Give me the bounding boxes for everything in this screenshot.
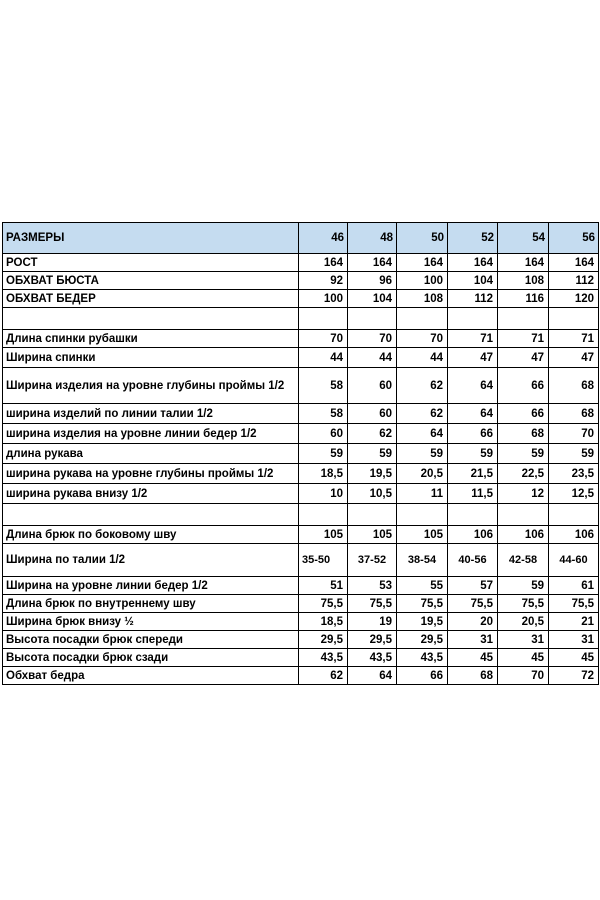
cell-value: 61 (549, 577, 599, 595)
table-row (3, 595, 599, 613)
spacer-row (3, 504, 599, 526)
cell-value: 38-54 (397, 544, 448, 577)
cell-value: 58 (299, 368, 348, 404)
table-row (3, 424, 599, 444)
cell-value: 164 (549, 254, 599, 272)
table-row (3, 526, 599, 544)
empty-cell (397, 504, 448, 526)
empty-cell (498, 504, 549, 526)
cell-value: 62 (299, 667, 348, 685)
cell-value: 68 (549, 368, 599, 404)
size-chart-table (2, 222, 599, 685)
cell-value: 120 (549, 290, 599, 308)
cell-value: 66 (498, 368, 549, 404)
cell-value: 72 (549, 667, 599, 685)
empty-cell (397, 308, 448, 330)
cell-value: 62 (397, 404, 448, 424)
empty-cell (3, 504, 299, 526)
row-label: ОБХВАТ БЮСТА (3, 272, 299, 290)
empty-cell (549, 308, 599, 330)
cell-value: 104 (448, 272, 498, 290)
row-label: ширина рукава внизу 1/2 (3, 484, 299, 504)
cell-value: 75,5 (299, 595, 348, 613)
row-label: Длина спинки рубашки (3, 330, 299, 348)
cell-value: 75,5 (397, 595, 448, 613)
cell-value: 70 (498, 667, 549, 685)
empty-cell (448, 308, 498, 330)
row-label: ширина рукава на уровне глубины проймы 1/2 (3, 464, 299, 484)
cell-value: 75,5 (448, 595, 498, 613)
cell-value: 106 (448, 526, 498, 544)
cell-value: 57 (448, 577, 498, 595)
empty-cell (299, 308, 348, 330)
cell-value: 62 (397, 368, 448, 404)
cell-value: 59 (498, 444, 549, 464)
cell-value: 44 (299, 348, 348, 368)
cell-value: 60 (348, 404, 397, 424)
row-label: Высота посадки брюк спереди (3, 631, 299, 649)
empty-cell (448, 504, 498, 526)
size-46-header: 46 (299, 223, 348, 254)
cell-value: 31 (498, 631, 549, 649)
cell-value: 29,5 (299, 631, 348, 649)
cell-value: 105 (299, 526, 348, 544)
cell-value: 60 (348, 368, 397, 404)
row-label: ширина изделий по линии талии 1/2 (3, 404, 299, 424)
empty-cell (348, 504, 397, 526)
table-row (3, 330, 599, 348)
cell-value: 105 (348, 526, 397, 544)
size-48-header: 48 (348, 223, 397, 254)
cell-value: 164 (299, 254, 348, 272)
empty-cell (549, 504, 599, 526)
cell-value: 43,5 (397, 649, 448, 667)
cell-value: 104 (348, 290, 397, 308)
cell-value: 66 (498, 404, 549, 424)
table-row (3, 464, 599, 484)
cell-value: 58 (299, 404, 348, 424)
cell-value: 45 (549, 649, 599, 667)
cell-value: 60 (299, 424, 348, 444)
cell-value: 12,5 (549, 484, 599, 504)
cell-value: 64 (448, 404, 498, 424)
cell-value: 75,5 (348, 595, 397, 613)
table-row (3, 368, 599, 404)
row-label: РОСТ (3, 254, 299, 272)
cell-value: 71 (448, 330, 498, 348)
cell-value: 53 (348, 577, 397, 595)
empty-cell (498, 308, 549, 330)
table-row (3, 613, 599, 631)
cell-value: 68 (448, 667, 498, 685)
row-label: Ширина брюк внизу ½ (3, 613, 299, 631)
size-50-header: 50 (397, 223, 448, 254)
row-label: Ширина по талии 1/2 (3, 544, 299, 577)
cell-value: 59 (299, 444, 348, 464)
table-row (3, 444, 599, 464)
cell-value: 37-52 (348, 544, 397, 577)
cell-value: 71 (549, 330, 599, 348)
cell-value: 10 (299, 484, 348, 504)
row-label: Ширина на уровне линии бедер 1/2 (3, 577, 299, 595)
cell-value: 96 (348, 272, 397, 290)
cell-value: 105 (397, 526, 448, 544)
row-label: Ширина спинки (3, 348, 299, 368)
cell-value: 64 (397, 424, 448, 444)
cell-value: 59 (498, 577, 549, 595)
cell-value: 71 (498, 330, 549, 348)
table-row (3, 544, 599, 577)
cell-value: 75,5 (498, 595, 549, 613)
table-row (3, 667, 599, 685)
cell-value: 10,5 (348, 484, 397, 504)
cell-value: 20 (448, 613, 498, 631)
table-row (3, 577, 599, 595)
cell-value: 29,5 (397, 631, 448, 649)
cell-value: 70 (299, 330, 348, 348)
table-row (3, 254, 599, 272)
cell-value: 164 (348, 254, 397, 272)
cell-value: 19,5 (348, 464, 397, 484)
row-label: Длина брюк по внутреннему шву (3, 595, 299, 613)
cell-value: 112 (549, 272, 599, 290)
cell-value: 106 (549, 526, 599, 544)
cell-value: 59 (397, 444, 448, 464)
cell-value: 70 (549, 424, 599, 444)
empty-cell (348, 308, 397, 330)
cell-value: 22,5 (498, 464, 549, 484)
table-row (3, 649, 599, 667)
cell-value: 112 (448, 290, 498, 308)
row-label: Ширина изделия на уровне глубины проймы 1/2 (3, 368, 299, 404)
table-row (3, 404, 599, 424)
cell-value: 70 (348, 330, 397, 348)
cell-value: 47 (549, 348, 599, 368)
table-row (3, 272, 599, 290)
cell-value: 62 (348, 424, 397, 444)
cell-value: 18,5 (299, 464, 348, 484)
cell-value: 64 (448, 368, 498, 404)
cell-value: 108 (397, 290, 448, 308)
cell-value: 116 (498, 290, 549, 308)
cell-value: 43,5 (348, 649, 397, 667)
cell-value: 23,5 (549, 464, 599, 484)
row-label: ОБХВАТ БЕДЕР (3, 290, 299, 308)
cell-value: 20,5 (397, 464, 448, 484)
cell-value: 164 (397, 254, 448, 272)
empty-cell (3, 308, 299, 330)
row-label: Высота посадки брюк сзади (3, 649, 299, 667)
cell-value: 21,5 (448, 464, 498, 484)
cell-value: 47 (498, 348, 549, 368)
cell-value: 45 (498, 649, 549, 667)
cell-value: 21 (549, 613, 599, 631)
cell-value: 11 (397, 484, 448, 504)
cell-value: 47 (448, 348, 498, 368)
cell-value: 31 (549, 631, 599, 649)
cell-value: 44 (397, 348, 448, 368)
cell-value: 31 (448, 631, 498, 649)
row-label: длина рукава (3, 444, 299, 464)
cell-value: 44-60 (549, 544, 599, 577)
cell-value: 11,5 (448, 484, 498, 504)
cell-value: 100 (397, 272, 448, 290)
cell-value: 100 (299, 290, 348, 308)
cell-value: 68 (549, 404, 599, 424)
cell-value: 66 (448, 424, 498, 444)
cell-value: 64 (348, 667, 397, 685)
cell-value: 12 (498, 484, 549, 504)
cell-value: 68 (498, 424, 549, 444)
cell-value: 75,5 (549, 595, 599, 613)
row-label: ширина изделия на уровне линии бедер 1/2 (3, 424, 299, 444)
table-row (3, 290, 599, 308)
cell-value: 19 (348, 613, 397, 631)
size-52-header: 52 (448, 223, 498, 254)
cell-value: 164 (448, 254, 498, 272)
cell-value: 29,5 (348, 631, 397, 649)
cell-value: 44 (348, 348, 397, 368)
spacer-row (3, 308, 599, 330)
cell-value: 59 (549, 444, 599, 464)
cell-value: 108 (498, 272, 549, 290)
row-label: Длина брюк по боковому шву (3, 526, 299, 544)
cell-value: 51 (299, 577, 348, 595)
table-row (3, 484, 599, 504)
cell-value: 66 (397, 667, 448, 685)
cell-value: 92 (299, 272, 348, 290)
cell-value: 106 (498, 526, 549, 544)
cell-value: 42-58 (498, 544, 549, 577)
cell-value: 70 (397, 330, 448, 348)
size-54-header: 54 (498, 223, 549, 254)
cell-value: 59 (448, 444, 498, 464)
cell-value: 43,5 (299, 649, 348, 667)
table-title: РАЗМЕРЫ (3, 223, 299, 254)
row-label: Обхват бедра (3, 667, 299, 685)
cell-value: 35-50 (299, 544, 348, 577)
cell-value: 59 (348, 444, 397, 464)
size-56-header: 56 (549, 223, 599, 254)
cell-value: 164 (498, 254, 549, 272)
header-row (3, 223, 599, 254)
table-row (3, 631, 599, 649)
cell-value: 20,5 (498, 613, 549, 631)
cell-value: 55 (397, 577, 448, 595)
table-row (3, 348, 599, 368)
cell-value: 45 (448, 649, 498, 667)
cell-value: 19,5 (397, 613, 448, 631)
empty-cell (299, 504, 348, 526)
cell-value: 18,5 (299, 613, 348, 631)
cell-value: 40-56 (448, 544, 498, 577)
